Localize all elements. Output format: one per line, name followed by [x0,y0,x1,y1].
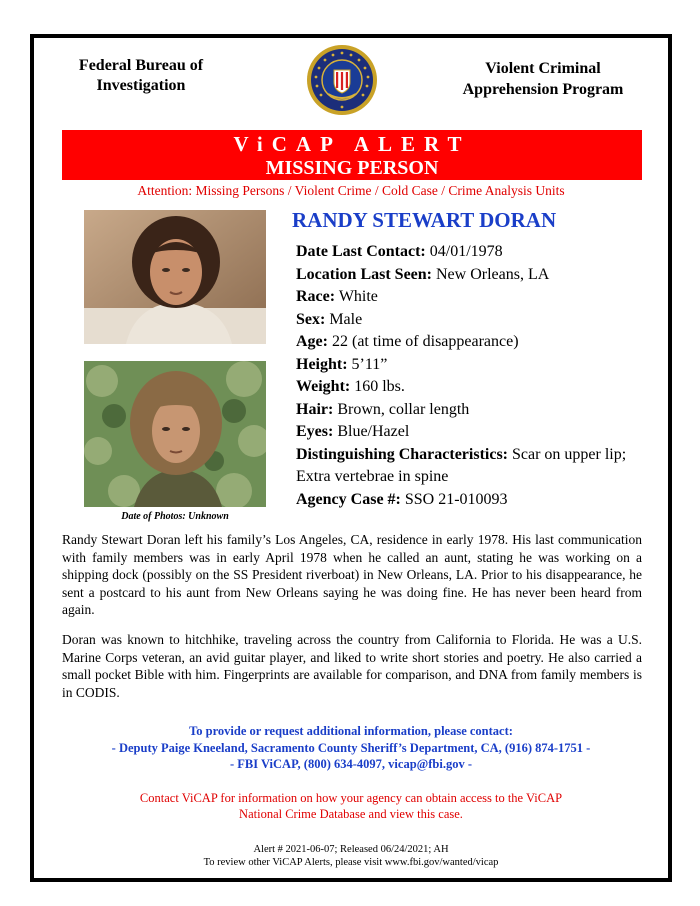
subject-photo-1 [84,210,266,344]
fact-location-last-seen: Location Last Seen: New Orleans, LA [296,265,550,283]
fact-date-last-contact: Date Last Contact: 04/01/1978 [296,243,503,260]
fact-weight: Weight: 160 lbs. [296,378,405,395]
photo-caption: Date of Photos: Unknown [121,511,229,522]
banner-subtitle: MISSING PERSON [265,157,439,179]
fact-eyes: Eyes: Blue/Hazel [296,423,410,440]
program-name [438,58,648,100]
subject-name: RANDY STEWART DORAN [292,208,557,232]
fact-agency-case-number: Agency Case #: SSO 21-010093 [296,490,508,508]
narrative-paragraph-2: Doran was known to hitchhike, traveling across the country from California to Florida. He was a U.S. Marine Corps veteran, an avid guitar player, and liked to write short stories and poetry. He also carried a small pocket Bible with him. Fingerprints are available for comparison, and DNA from family members is in CODIS. [62,632,642,700]
footer [34,843,668,869]
attention-line: Attention: Missing Persons / Violent Crime / Cold Case / Crime Analysis Units [137,183,565,198]
narrative-paragraph-1: Randy Stewart Doran left his family’s Los Angeles, CA, residence in early 1978. His last communication with family members was in early April 1978 when he called an aunt, stating he was working on a shipping dock (possibly on the SS President riverboat) in New Orleans, LA. Prior to his disappearance, he sent a postcard to his aunt from New Orleans saying he was doing fine. He has never been heard from again. [62,532,642,617]
access-notice-line2: National Crime Database and view this case. [239,807,463,821]
contact-intro: To provide or request additional information, please contact: [189,724,513,738]
alert-number: Alert # 2021-06-07; Released 06/24/2021; AH [253,844,449,855]
contact-fbi-vicap: - FBI ViCAP, (800) 634-4097, vicap@fbi.gov - [229,757,473,771]
alerts-link-text: To review other ViCAP Alerts, please visit www.fbi.gov/wanted/vicap [203,857,499,868]
program-name-line2: Apprehension Program [462,81,624,98]
access-notice-line1: Contact ViCAP for information on how your agency can obtain access to the ViCAP [139,791,563,805]
fact-hair: Hair: Brown, collar length [296,400,470,418]
contact-deputy: - Deputy Paige Kneeland, Sacramento County Sheriff’s Department, CA, (916) 874-1751 - [111,740,591,755]
alert-poster [30,34,672,882]
program-name-line1: Violent Criminal [485,60,601,77]
fact-distinguishing-characteristics: Distinguishing Characteristics: Scar on upper lip; Extra vertebrae in spine [296,445,627,485]
banner-title: ViCAP ALERT [233,132,471,156]
fact-race: Race: White [296,288,378,305]
alert-banner [62,130,642,180]
fact-height: Height: 5’11” [296,355,388,373]
agency-name-line2: Investigation [96,77,186,94]
fact-age: Age: 22 (at time of disappearance) [296,333,519,350]
subject-facts [296,241,636,511]
fbi-seal-icon [306,44,378,116]
subject-photo-2 [84,361,266,507]
access-notice [34,790,668,822]
contact-info [34,723,668,773]
fact-sex: Sex: Male [296,310,363,328]
agency-name [56,56,226,96]
agency-name-line1: Federal Bureau of [78,57,204,74]
